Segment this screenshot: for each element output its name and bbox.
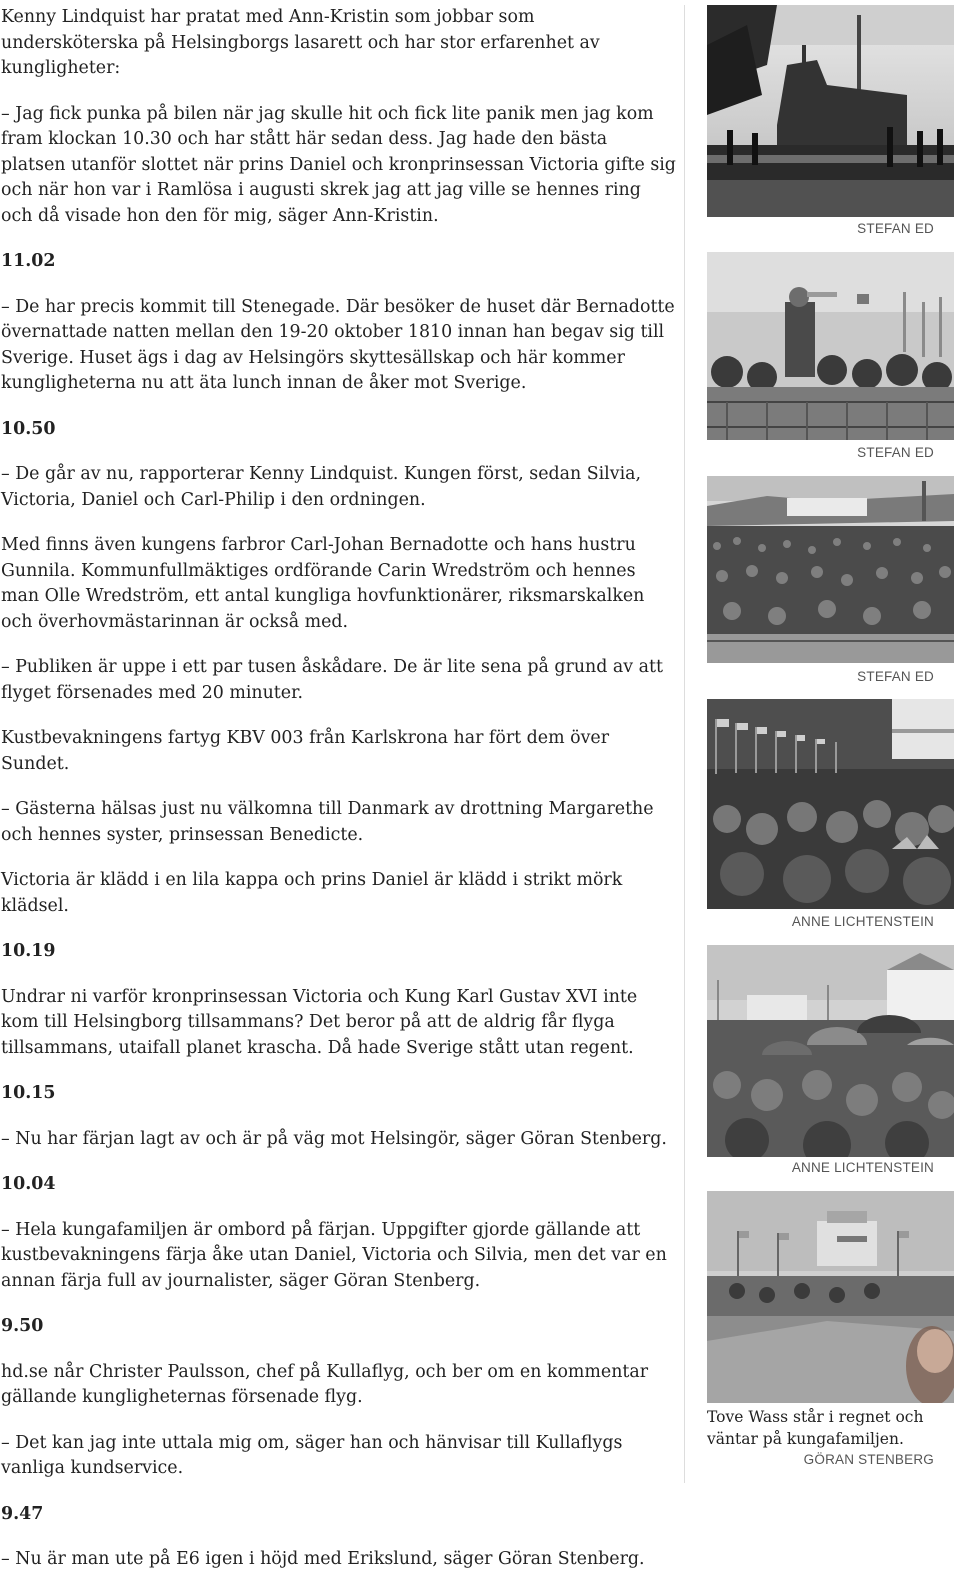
column-divider	[684, 5, 685, 1483]
photo-credit: GÖRAN STENBERG	[803, 1452, 934, 1467]
photo-harbor-ship[interactable]	[707, 5, 954, 217]
photo-umbrella-crowd[interactable]	[707, 945, 954, 1157]
photo-credit: STEFAN ED	[857, 221, 934, 236]
timestamp-heading: 9.50	[1, 1316, 44, 1336]
photo-credit: STEFAN ED	[857, 445, 934, 460]
photo-rainy-harbor[interactable]	[707, 1191, 954, 1403]
article-body	[1, 5, 677, 1593]
photo-credit: ANNE LICHTENSTEIN	[791, 1160, 934, 1175]
timestamp-heading: 11.02	[1, 251, 56, 271]
timestamp-heading: 10.50	[1, 418, 56, 439]
article-paragraph: Kenny Lindquist har pratat med Ann-Kristin som jobbar som undersköterska på Helsingborgs lasarett och har stor erfarenhet av kungligheter:	[1, 7, 600, 78]
photo-credit: STEFAN ED	[857, 669, 934, 684]
umbrella-crowd-image	[707, 945, 954, 1157]
photo-crowd-flags[interactable]	[707, 699, 954, 909]
harbor-ship-image	[707, 5, 954, 217]
photo-caption: Tove Wass står i regnet och väntar på kungafamiljen.	[707, 1408, 924, 1448]
article-paragraph: – Nu är man ute på E6 igen i höjd med Erikslund, säger Göran Stenberg.	[1, 1549, 645, 1569]
article-paragraph: Undrar ni varför kronprinsessan Victoria och Kung Karl Gustav XVI inte kom till Helsingborg tillsammans? Det beror på att de aldrig får flyga tillsammans, utaifall planet krascha. Då hade Sverige stått utan regent.	[1, 986, 638, 1058]
timestamp-heading: 10.04	[1, 1174, 56, 1194]
article-paragraph: – Publiken är uppe i ett par tusen åskådare. De är lite sena på grund av att flyget försenades med 20 minuter.	[1, 657, 663, 703]
timestamp-heading: 10.19	[1, 941, 56, 961]
harbor-crowd-image	[707, 476, 954, 663]
article-paragraph: – Hela kungafamiljen är ombord på färjan. Uppgifter gjorde gällande att kustbevakningens färja åke utan Daniel, Victoria och Silvia, men det var en annan färja full av journalister, säger Göran Stenberg.	[1, 1219, 667, 1291]
article-paragraph: Med finns även kungens farbror Carl-Johan Bernadotte och hans hustru Gunnila. Kommunfullmäktiges ordförande Carin Wredström och hennes man Olle Wredström, ett antal kungliga hovfunktionärer, riksmarskalken och överhovmästarinnan är också med.	[1, 535, 645, 632]
timestamp-heading: 9.47	[1, 1503, 44, 1524]
article-paragraph: Kustbevakningens fartyg KBV 003 från Karlskrona har fört dem över Sundet.	[1, 728, 610, 774]
article-paragraph: Victoria är klädd i en lila kappa och prins Daniel är klädd i strikt mörk klädsel.	[1, 870, 623, 916]
photo-credit: ANNE LICHTENSTEIN	[791, 914, 934, 929]
article-paragraph: – De har precis kommit till Stenegade. Där besöker de huset där Bernadotte övernattade natten mellan den 19-20 oktober 1810 innan han begav sig till Sverige. Huset ägs i dag av Helsingörs skyttesällskap och här kommer kungligheterna nu att äta lunch innan de åker mot Sverige.	[1, 296, 675, 393]
photo-trumpeter-crowd[interactable]	[707, 252, 954, 440]
article-paragraph: – Det kan jag inte uttala mig om, säger han och hänvisar till Kullaflygs vanliga kundservice.	[1, 1432, 623, 1478]
article-paragraph: – Gästerna hälsas just nu välkomna till Danmark av drottning Margarethe och hennes syster, prinsessan Benedicte.	[1, 799, 654, 845]
article-paragraph: – De går av nu, rapporterar Kenny Lindquist. Kungen först, sedan Silvia, Victoria, Daniel och Carl-Philip i den ordningen.	[1, 464, 642, 510]
article-paragraph: – Jag fick punka på bilen när jag skulle hit och fick lite panik men jag kom fram klockan 10.30 och har stått här sedan dess. Jag hade den bästa platsen utanför slottet när prins Daniel och kronprinsessan Victoria gifte sig och när hon var i Ramlösa i augusti skrek jag att jag ville se hennes ring och då visade hon den för mig, säger Ann-Kristin.	[1, 103, 676, 226]
trumpeter-crowd-image	[707, 252, 954, 440]
photo-harbor-crowd[interactable]	[707, 476, 954, 663]
timestamp-heading: 10.15	[1, 1083, 56, 1103]
rainy-harbor-image	[707, 1191, 954, 1403]
article-paragraph: hd.se når Christer Paulsson, chef på Kullaflyg, och ber om en kommentar gällande kungligheternas försenade flyg.	[1, 1361, 649, 1407]
crowd-flags-image	[707, 699, 954, 909]
article-paragraph: – Nu har färjan lagt av och är på väg mot Helsingör, säger Göran Stenberg.	[1, 1128, 667, 1149]
